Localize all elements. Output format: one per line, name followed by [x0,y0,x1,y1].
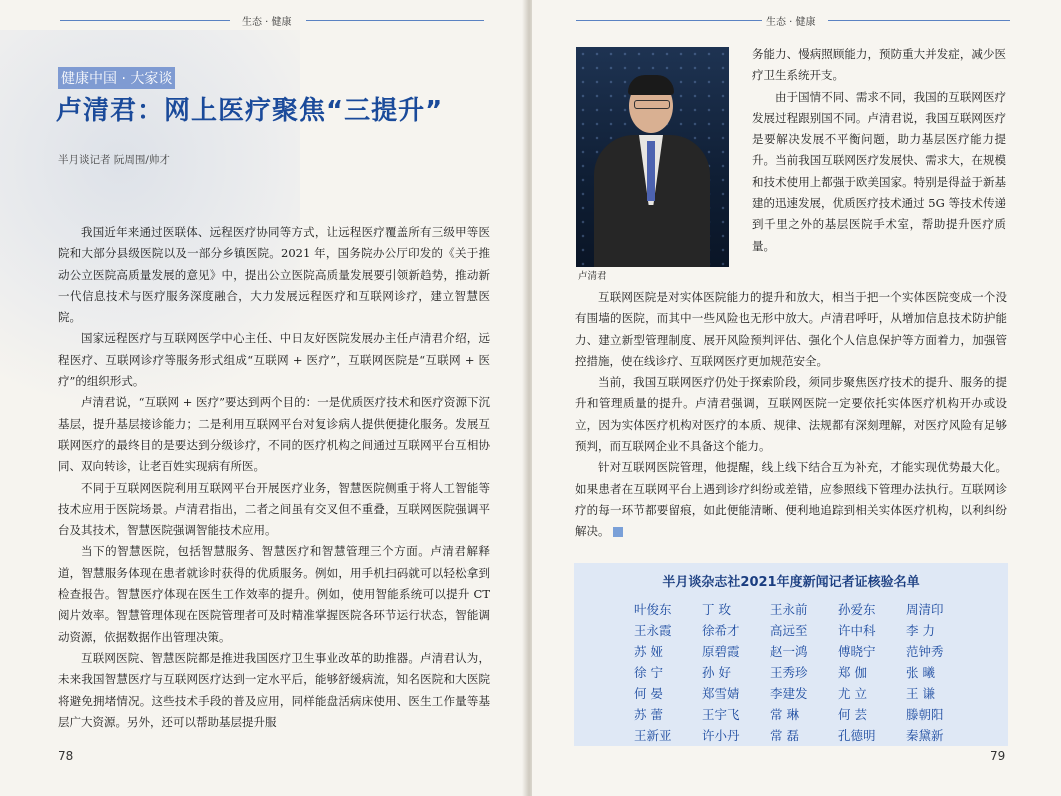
roster-name: 李 力 [906,623,935,638]
roster-name: 何 芸 [838,707,867,722]
roster-name: 王宇飞 [702,707,740,722]
paragraph: 互联网医院、智慧医院都是推进我国医疗卫生事业改革的助推器。卢清君认为，未来我国智慧医疗与互联网医疗达到一定水平后，能够舒缓病流，知名医院和大医院将避免拥堵情况。这些技术手段的普及应用，同样能盘活病床使用、医生工作量等基层广大资源。另外，还可以帮助基层提升服 [58,650,490,729]
paragraph: 互联网医院是对实体医院能力的提升和放大，相当于把一个实体医院变成一个没有围墙的医院，而其中一些风险也无形中放大。卢清君呼吁，从增加信息技术防护能力、建立新型管理制度、展开风险预判评估、强化个人信息保护等方面着力，加强管控措施，使在线诊疗、互联网医疗更加规范安全。 [575,290,1007,368]
header-label: 生态 · 健康 [766,17,816,28]
roster-name: 常 磊 [770,728,799,743]
roster-name: 王 谦 [906,686,935,701]
roster-name: 李建发 [770,686,808,701]
paragraph: 当下的智慧医院，包括智慧服务、智慧医疗和智慧管理三个方面。卢清君解释道，智慧服务体现在患者就诊时获得的优质服务。例如，用手机扫码就可以轻松拿到检查报告。智慧医疗体现在医生工作效率的提升。例如，使用智能系统可以提升 CT 阅片效率。智慧管理体现在医院管理者可及时精准掌握医院各环节运行状态，智能调动资源，依据数据作出管理决策。 [58,544,490,644]
roster-name: 徐希才 [702,623,740,638]
paragraph: 不同于互联网医院利用互联网平台开展医疗业务，智慧医院侧重于将人工智能等技术应用于医院场景。卢清君指出，二者之间虽有交叉但不重叠，互联网医院强调平台及其技术，智慧医院强调智能技术应用。 [58,480,490,538]
portrait-tie [647,141,655,201]
portrait-photo [576,47,729,267]
roster-name: 滕朝阳 [906,707,944,722]
byline: 半月谈记者 阮周围/帅才 [58,154,170,166]
left-page [0,0,528,796]
paragraph: 国家远程医疗与互联网医学中心主任、中日友好医院发展办主任卢清君介绍，远程医疗、互联网诊疗等服务形式组成“互联网 + 医疗”，互联网医院是“互联网 + 医疗”的组织形式。 [58,331,490,389]
paragraph: 由于国情不同、需求不同，我国的互联网医疗发展过程跟别国不同。卢清君说，我国互联网医疗是要解决发展不平衡问题，助力基层医疗能力提升。当前我国互联网医疗发展快、需求大，在规模和技术使用上都强于欧美国家。特别是得益于新基建的迅速发展，优质医疗技术通过 5G 等技术传递到千里之外的基层医院手术室，帮助提升医疗质量。 [752,89,1006,253]
roster-name: 丁 玫 [702,602,731,617]
paragraph: 卢清君说，“互联网 + 医疗”要达到两个目的：一是优质医疗技术和医疗资源下沉基层，提升基层接诊能力；二是利用互联网平台对复诊病人提供便捷化服务。发展互联网医疗的最终目的是要达到分级诊疗，不同的医疗机构之间通过互联网平台互相协同、双向转诊，让老百姓实现病有所医。 [58,395,490,474]
roster-name: 范钟秀 [906,644,944,659]
roster-name: 何 晏 [634,686,663,701]
article-body-right-top [752,44,1006,257]
roster-name: 叶俊东 [634,602,672,617]
paragraph: 我国近年来通过医联体、远程医疗协同等方式，让远程医疗覆盖所有三级甲等医院和大部分县级医院以及一部分乡镇医院。2021 年，国务院办公厅印发的《关于推动公立医院高质量发展的意见》中，提出公立医院高质量发展要引领新趋势，推动新一代信息技术与医疗服务深度融合，大力发展远程医疗和互联网诊疗，建立智慧医院。 [58,225,490,325]
roster-name: 赵一鸿 [770,644,808,659]
photo-caption: 卢清君 [578,271,607,282]
page-number: 78 [58,749,74,763]
portrait-hair [628,75,674,95]
page-number: 79 [990,749,1006,763]
paragraph: 务能力、慢病照顾能力，预防重大并发症，减少医疗卫生系统开支。 [752,47,1006,83]
roster-name: 郑雪婧 [702,686,740,701]
roster-name: 孙 好 [702,665,731,680]
roster-name: 徐 宁 [634,665,663,680]
roster-name: 许小丹 [702,728,740,743]
roster-name: 许中科 [838,623,876,638]
header-rule [60,20,230,21]
header-rule [306,20,484,21]
article-title: 卢清君：网上医疗聚焦“三提升” [56,96,444,126]
roster-name: 王永霞 [634,623,672,638]
roster-name: 傅晓宁 [838,644,876,659]
roster-name: 郑 伽 [838,665,867,680]
roster-name: 苏 娅 [634,644,663,659]
right-running-header [532,13,1061,29]
paragraph-text: 针对互联网医院管理，他提醒，线上线下结合互为补充，才能实现优势最大化。如果患者在互联网平台上遇到诊疗纠纷或差错，应参照线下管理办法执行。互联网诊疗的每一环节都要留痕，如此便能清晰、便利地追踪到相关实体医疗机构，以利纠纷解决。 [575,460,1007,539]
end-of-article-mark [613,527,623,537]
roster-name: 高远至 [770,623,808,638]
reporter-roster-box [574,563,1008,746]
roster-name: 孙爱东 [838,602,876,617]
roster-name: 王新亚 [634,728,672,743]
roster-name: 尤 立 [838,686,867,701]
roster-grid [634,600,974,745]
portrait-glasses [634,100,670,109]
article-body-left [58,222,490,733]
header-label: 生态 · 健康 [242,17,292,28]
article-body-right-bottom [575,287,1007,543]
roster-name: 王秀珍 [770,665,808,680]
header-rule [576,20,762,21]
header-rule [828,20,1010,21]
roster-name: 张 曦 [906,665,935,680]
paragraph [575,457,1007,542]
paragraph: 当前，我国互联网医疗仍处于探索阶段，须同步聚焦医疗技术的提升、服务的提升和管理质量的提升。卢清君强调，互联网医院一定要依托实体医疗机构开办或设立，因为实体医疗机构对医疗的本质、规律、法规都有深刻理解，对医疗风险有足够预判，而互联网企业不具备这个能力。 [575,375,1007,454]
roster-name: 原碧霞 [702,644,740,659]
section-tag: 健康中国 · 大家谈 [58,67,175,89]
roster-title: 半月谈杂志社2021年度新闻记者证核验名单 [662,575,920,590]
roster-name: 孔德明 [838,728,876,743]
roster-name: 秦黛新 [906,728,944,743]
roster-name: 周清印 [906,602,944,617]
roster-name: 常 琳 [770,707,799,722]
roster-name: 王永前 [770,602,808,617]
roster-name: 苏 蕾 [634,707,663,722]
left-running-header [0,13,528,29]
